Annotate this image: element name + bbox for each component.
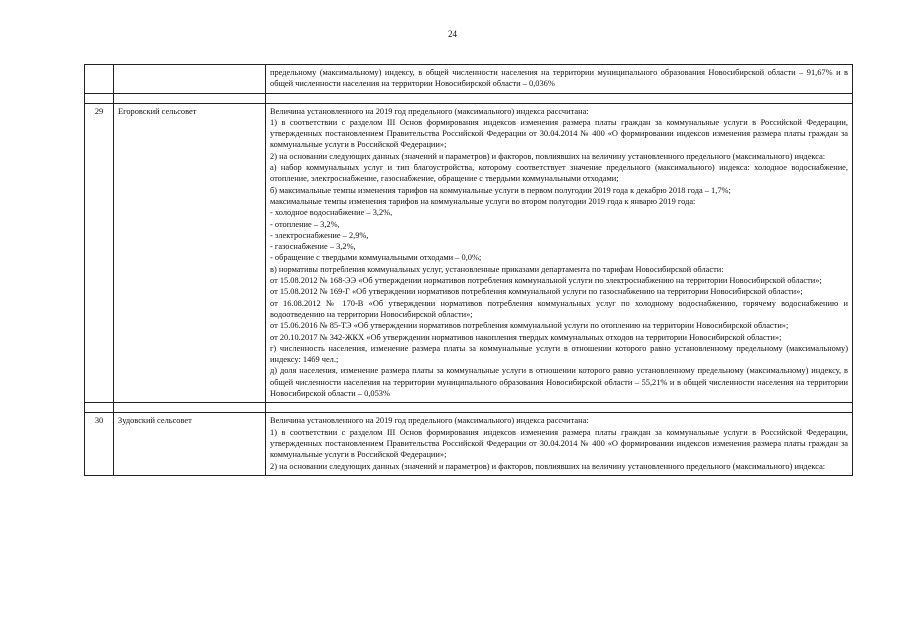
spacer-cell xyxy=(266,93,853,103)
municipality-name: Егоровский сельсовет xyxy=(114,103,266,403)
page-number: 24 xyxy=(448,29,457,39)
row-number: 29 xyxy=(85,103,114,403)
description-line: а) набор коммунальных услуг и тип благоустройства, которому соответствует значение предельного (максимального) индекса: холодное водоснабжение, отопление, электроснабжение, газоснабжение, обращение с твердыми коммунальными отходами; xyxy=(270,163,848,184)
description-line: от 16.08.2012 № 170-В «Об утверждении нормативов потребления коммунальных услуг по холодному водоснабжению, горячему водоснабжению и водоотведению на территории Новосибирской области»; xyxy=(270,298,848,319)
municipality-name xyxy=(114,65,266,94)
description-line: от 15.08.2012 № 168-ЭЭ «Об утверждении нормативов потребления коммунальной услуги по электроснабжению на территории Новосибирской области»; xyxy=(270,276,822,286)
row-description xyxy=(266,413,853,475)
description-line: д) доля населения, изменение размера платы за коммунальные услуги в отношении которого равно установленному предельному (максимальному) индексу, в общей численности населения на территории муниципального образования Новосибирской области – 55,21% и в общей численности населения на территории Новосибирской области – 0,053% xyxy=(270,366,848,399)
row-spacer xyxy=(85,93,853,103)
description-line: - отопление – 3,2%, xyxy=(270,219,340,229)
row-spacer xyxy=(85,403,853,413)
description-line: 1) в соответствии с разделом III Основ формирования индексов изменения размера платы граждан за коммунальные услуги в Российской Федерации, утвержденных постановлением Правительства Российской Федерации от 30.04.2014 № 400 «О формировании индексов изменения размера платы граждан за коммунальные услуги в Российской Федерации»; xyxy=(270,117,848,150)
description-line: предельному (максимальному) индексу, в общей численности населения на территории муниципального образования Новосибирской области – 91,67% и в общей численности населения на территории Новосибирской области – 0,036% xyxy=(270,68,848,89)
description-line: - обращение с твердыми коммунальными отходами – 0,0%; xyxy=(270,253,482,263)
description-line: от 15.06.2016 № 85-ТЭ «Об утверждении нормативов потребления коммунальной услуги по отоплению на территории Новосибирской области»; xyxy=(270,321,789,331)
spacer-cell xyxy=(85,403,114,413)
row-description xyxy=(266,65,853,94)
index-table xyxy=(84,64,853,476)
description-line: - электроснабжение – 2,9%, xyxy=(270,230,369,240)
description-line: 1) в соответствии с разделом III Основ формирования индексов изменения размера платы граждан за коммунальные услуги в Российской Федерации, утвержденных постановлением Правительства Российской Федерации от 30.04.2014 № 400 «О формировании индексов изменения размера платы граждан за коммунальные услуги в Российской Федерации»; xyxy=(270,427,848,460)
spacer-cell xyxy=(114,93,266,103)
description-line: 2) на основании следующих данных (значений и параметров) и факторов, повлиявших на величину установленного предельного (максимального) индекса: xyxy=(270,461,826,471)
table-row xyxy=(85,65,853,94)
row-description xyxy=(266,103,853,403)
spacer-cell xyxy=(114,403,266,413)
description-line: - газоснабжение – 3,2%, xyxy=(270,242,356,252)
table-row xyxy=(85,413,853,475)
description-line: максимальные темпы изменения тарифов на коммунальные услуги во втором полугодии 2019 года к январю 2019 года: xyxy=(270,196,696,206)
description-line: б) максимальные темпы изменения тарифов на коммунальные услуги в первом полугодии 2019 года к декабрю 2018 года – 1,7%; xyxy=(270,185,731,195)
description-line: в) нормативы потребления коммунальных услуг, установленные приказами департамента по тарифам Новосибирской области: xyxy=(270,264,724,274)
description-line: от 20.10.2017 № 342-ЖКХ «Об утверждении нормативов накопления твердых коммунальных отходов на территории Новосибирской области»; xyxy=(270,332,782,342)
row-number: 30 xyxy=(85,413,114,475)
spacer-cell xyxy=(85,93,114,103)
description-line: Величина установленного на 2019 год предельного (максимального) индекса рассчитана: xyxy=(270,416,589,426)
spacer-cell xyxy=(266,403,853,413)
description-line: от 15.08.2012 № 169-Г «Об утверждении нормативов потребления коммунальной услуги по газоснабжению на территории Новосибирской области»; xyxy=(270,287,803,297)
table-body xyxy=(85,65,853,476)
row-number xyxy=(85,65,114,94)
description-line: 2) на основании следующих данных (значений и параметров) и факторов, повлиявших на величину установленного предельного (максимального) индекса: xyxy=(270,151,826,161)
description-line: г) численность населения, изменение размера платы за коммунальные услуги в отношении которого равно установленному предельному (максимальному) индексу: 1469 чел.; xyxy=(270,343,848,365)
table-row xyxy=(85,103,853,403)
municipality-name: Зудовский сельсовет xyxy=(114,413,266,475)
description-line: Величина установленного на 2019 год предельного (максимального) индекса рассчитана: xyxy=(270,106,589,116)
description-line: - холодное водоснабжение – 3,2%, xyxy=(270,208,393,218)
